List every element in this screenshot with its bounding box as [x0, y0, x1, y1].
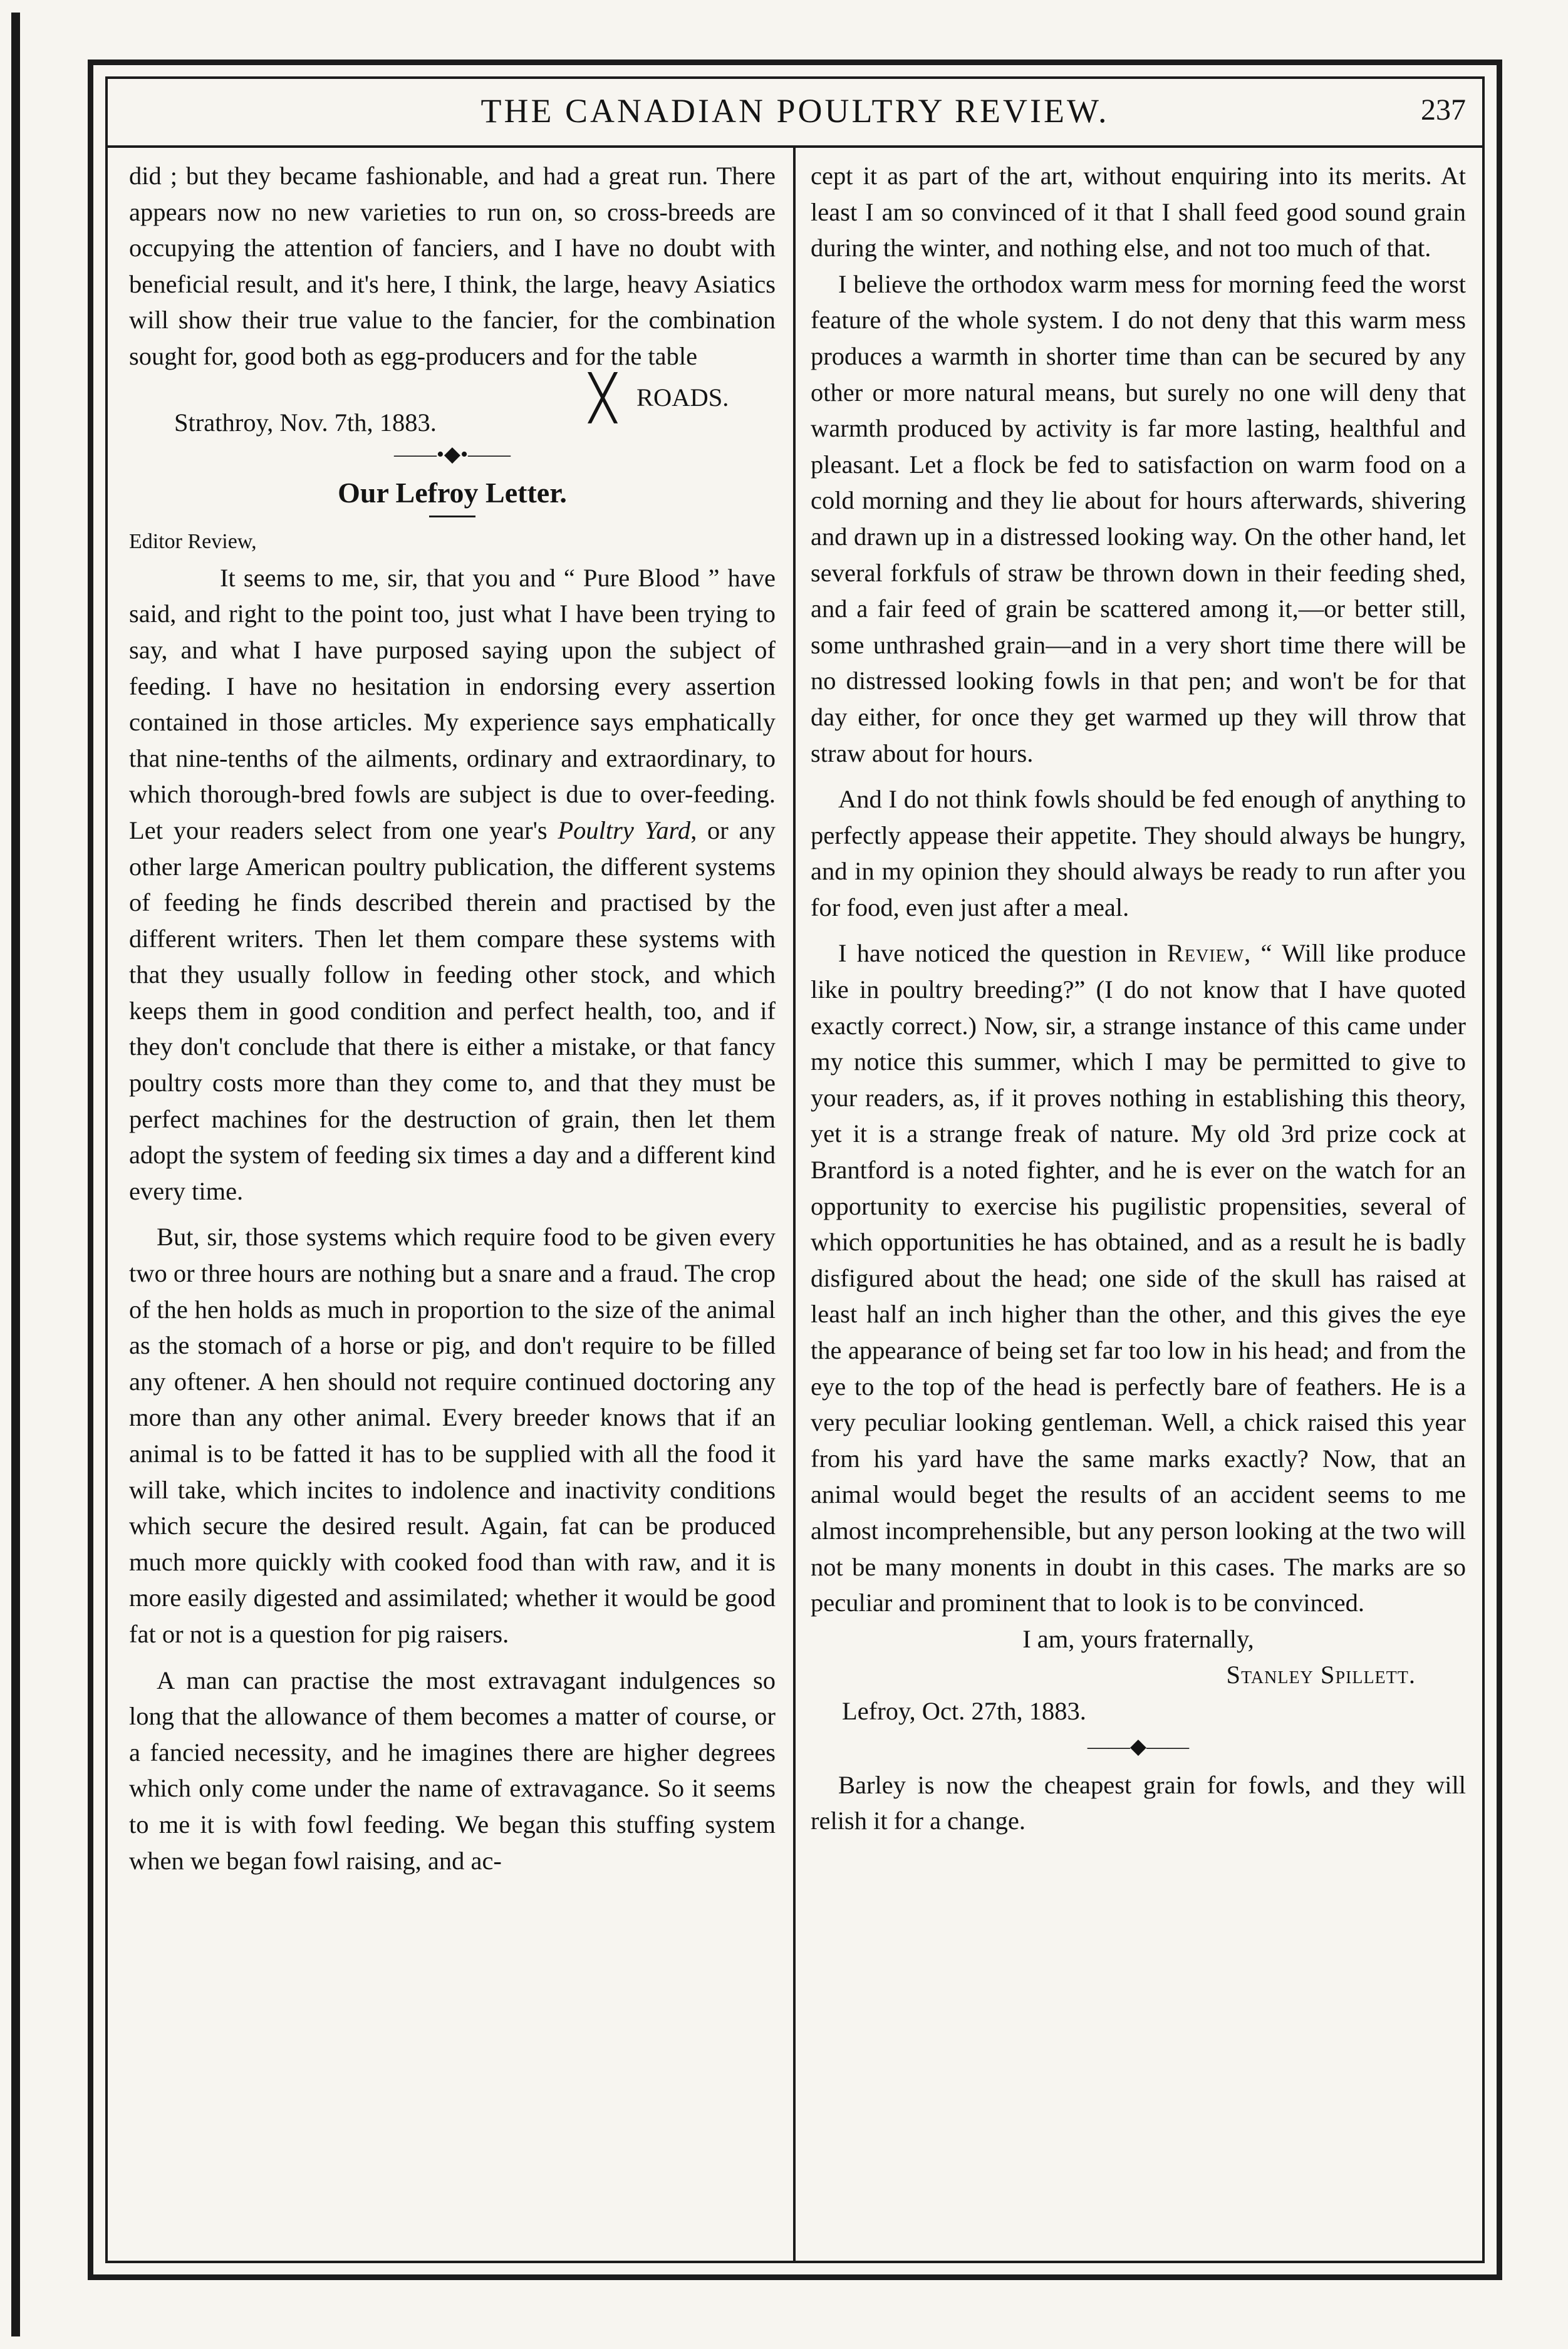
letter-dateline: Lefroy, Oct. 27th, 1883. — [842, 1696, 1086, 1725]
signoff-place-date: Strathroy, Nov. 7th, 1883. — [174, 408, 437, 437]
column-divider — [793, 145, 796, 2263]
section-ornament-right: ——◆—— — [1087, 1735, 1190, 1758]
article-title: Our Lefroy Letter. — [338, 476, 567, 509]
right-paragraph-4 — [811, 935, 1466, 1620]
p2-publication-title: Poultry Yard — [558, 816, 691, 844]
title-rule — [429, 516, 475, 517]
right-paragraph-2: I believe the orthodox warm mess for morning feed the worst feature of the whole system. I do not deny that this warm mess produces a warmth in shorter time than can be secured by any other or more natural means, but surely no one will deny that warmth produced by activity is far more lasting, healthful and pleasant. Let a flock be fed to satisfaction on warm food on a cold morning and they lie about for hours afterwards, shivering and drawn up in a distressed looking way. On the other hand, let several forkfuls of straw be thrown down in their feeding shed, and a fair feed of grain be scattered among it,—or better still, some unthrashed grain—and in a very short time there will be no distressed looking fowls in that pen; and won't be for that day either, for once they get warmed up they will throw that straw about for hours. — [811, 269, 1466, 767]
cross-mark: ╳ — [589, 371, 616, 423]
signoff-name: ROADS. — [636, 383, 729, 412]
p2-text: It seems to me, sir, that you and “ Pure Blood ” have said, and right to the point too, just what I have been trying to say, and what I have purposed saying upon the subject of feeding. I have no hesitation in endorsing every assertion contained in those articles. My experience says emphatically that nine-tenths of the ailments, ordinary and extraordinary, to which thorough-bred fowls are subject is due to over-feeding. Let your readers select from one year's — [129, 563, 776, 844]
right-column — [811, 158, 1466, 1839]
left-paragraph-2 — [129, 560, 776, 1210]
right-paragraph-3: And I do not think fowls should be fed enough of anything to perfectly appease their appetite. They should always be hungry, and in my opinion they should always be ready to run after you for food, even just after a meal. — [811, 785, 1466, 921]
left-paragraph-1: did ; but they became fashionable, and had a great run. There appears now no new varieties to run on, so cross-breeds are occupying the attention of fanciers, and I have no doubt with beneficial result, and it's here, I think, the large, heavy Asiatics will show their true value to the fancier, for the combination sought for, good both as egg-producers and for the table — [129, 162, 776, 370]
left-paragraph-3: But, sir, those systems which require food to be given every two or three hours are nothing but a snare and a fraud. The crop of the hen holds as much in proportion to the size of the animal as the stomach of a horse or pig, and don't require to be filled any oftener. A hen should not require continued doctoring any more than any other animal. Every breeder knows that if an animal is to be fatted it has to be supplied with all the food it will take, which incites to indolence and inactivity conditions which secure the desired result. Again, fat can be produced much more quickly with cooked food than with raw, and it is more easily digested and assimilated; whether it would be good fat or not is a question for pig raisers. — [129, 1223, 776, 1648]
left-column — [129, 158, 776, 1879]
section-ornament: ——•◆•—— — [394, 442, 511, 466]
page-number: 237 — [1421, 93, 1466, 127]
right-paragraph-1: cept it as part of the art, without enquiring into its merits. At least I am so convinced of it that I shall feed good sound grain during the winter, and nothing else, and not too much of that. — [811, 162, 1466, 262]
left-paragraph-4: A man can practise the most extravagant indulgences so long that the allowance of them becomes a matter of course, or a fancied necessity, and he imagines there are higher degrees which only come under the name of extravagance. So it seems to me it is with fowl feeding. We began this stuffing system when we began fowl raising, and ac- — [129, 1666, 776, 1875]
journal-title: THE CANADIAN POULTRY REVIEW. — [480, 92, 1109, 130]
editor-salutation: Editor Review, — [129, 530, 257, 554]
p4-review-name: Review — [1166, 939, 1245, 968]
letter-signature: Stanley Spillett. — [1226, 1661, 1416, 1689]
p2-text-rest: , or any other large American poultry publication, the different systems of feeding he finds described therein and practised by the different writers. Then let them compare these systems with that they usually follow in feeding other stock, and which keeps them in good condition and perfect health, too, and if they don't conclude that there is either a mistake, or that fancy poultry costs more than they come to, and that they must be perfect machines for the destruction of grain, then let them adopt the system of feeding six times a day and a different kind every time. — [129, 816, 776, 1205]
p4-text: I have noticed the question in — [838, 939, 1167, 968]
running-header — [108, 79, 1482, 148]
letter-signoff — [129, 371, 776, 437]
right-paragraph-5: Barley is now the cheapest grain for fowls, and they will relish it for a change. — [811, 1770, 1466, 1835]
scan-edge-bar — [11, 13, 20, 2336]
letter-closing: I am, yours fraternally, — [1022, 1624, 1254, 1653]
p4-text-rest: , “ Will like produce like in poultry breeding?” (I do not know that I have quoted exactly correct.) Now, sir, a strange instance of this came under my notice this summer, which I may be permitted to give to your readers, as, if it proves nothing in establishing this theory, yet it is a strange freak of nature. My old 3rd prize cock at Brantford is a noted fighter, and he is ever on the watch for an opportunity to exercise his pugilistic propensities, several of which opportunities he has obtained, and as a result he is badly disfigured about the head; one side of the skull has raised at least half an inch higher than the other, and this gives the eye the appearance of being set far too low in his head; and from the eye to the top of the head is perfectly bare of feathers. He is a very peculiar looking gentleman. Well, a chick raised this year from his yard have the same marks exactly? Now, that an animal would beget the results of an accident seems to me almost incomprehensible, but any person looking at the two will not be many monents in doubt in this cases. The marks are so peculiar and prominent that to look is to be convinced. — [811, 939, 1466, 1617]
